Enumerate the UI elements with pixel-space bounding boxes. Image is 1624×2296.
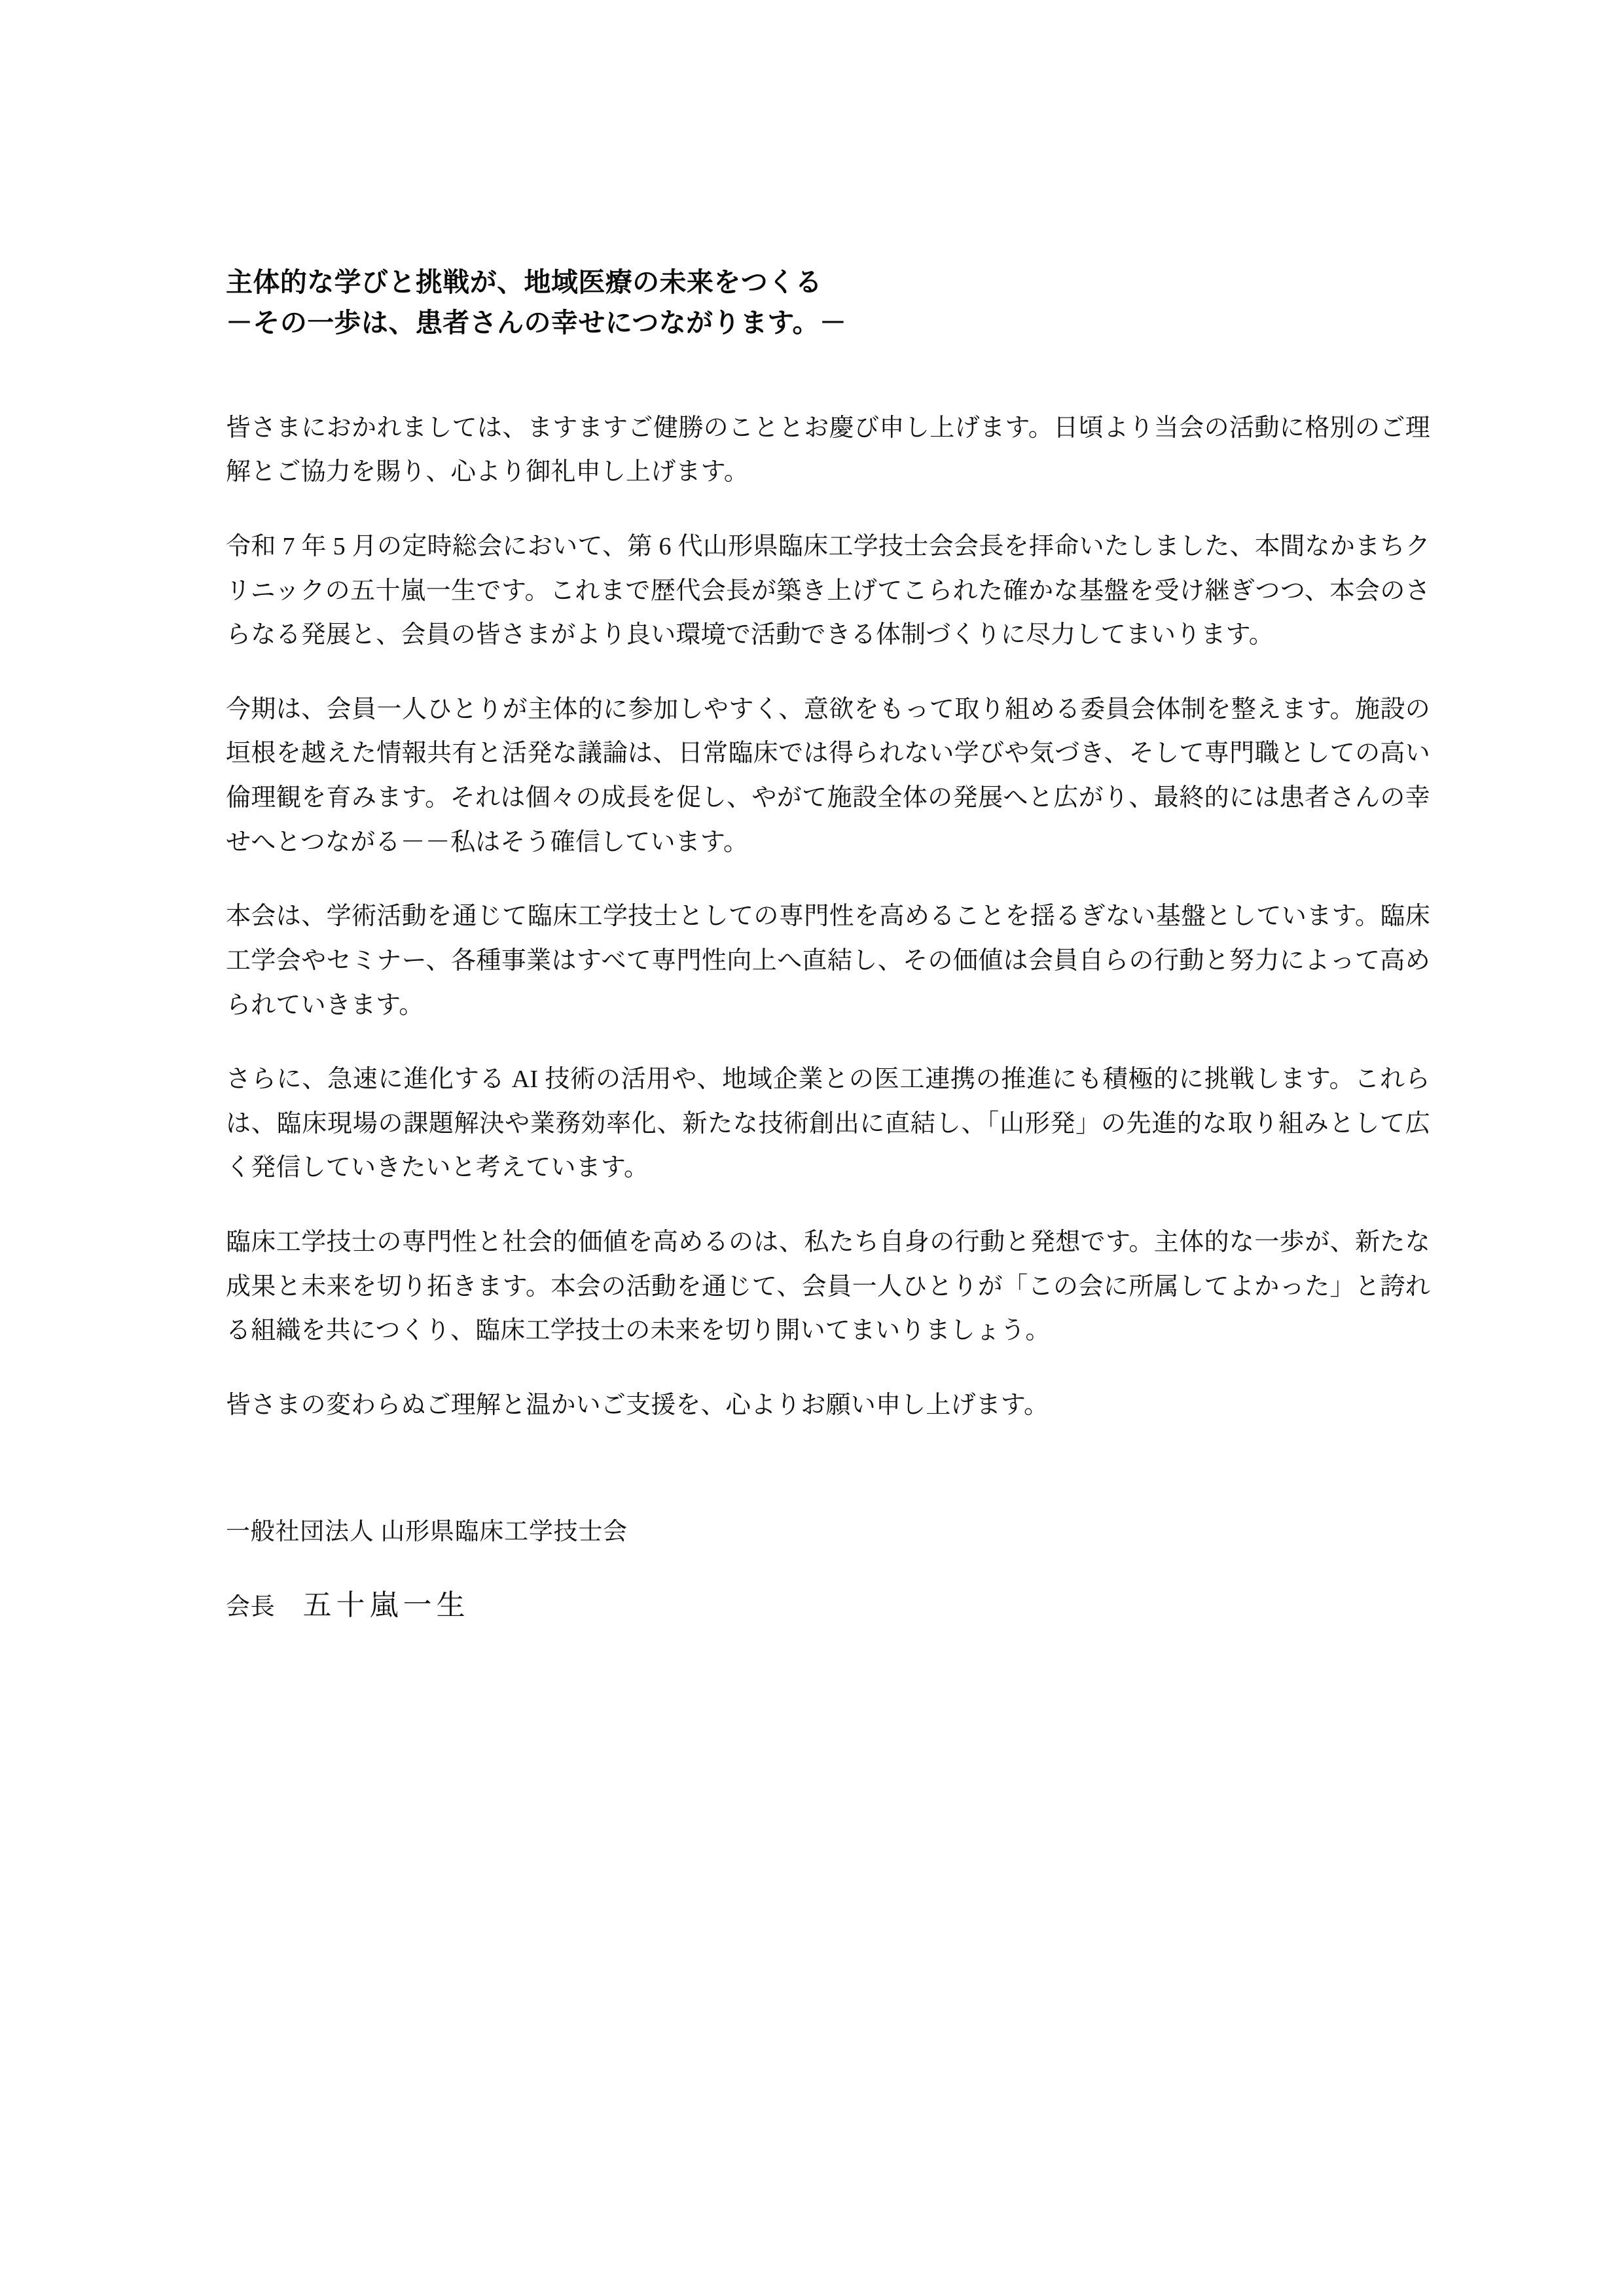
paragraph-1: 皆さまにおかれましては、ますますご健勝のこととお慶び申し上げます。日頃より当会の活動に格別のご理解とご協力を賜り、心より御礼申し上げます。 — [226, 414, 1430, 486]
signatory — [226, 1581, 1430, 1630]
paragraph-6: 臨床工学技士の専門性と社会的価値を高めるのは、私たち自身の行動と発想です。主体的な一歩が、新たな成果と未来を切り拓きます。本会の活動を通じて、会員一人ひとりが「この会に所属してよかった」と誇れる組織を共につくり、臨床工学技士の未来を切り開いてまいりましょう。 — [226, 1229, 1430, 1345]
organization-name: 一般社団法人 山形県臨床工学技士会 — [226, 1518, 628, 1545]
paragraph-5: さらに、急速に進化する AI 技術の活用や、地域企業との医工連携の推進にも積極的に挑戦します。これらは、臨床現場の課題解決や業務効率化、新たな技術創出に直結し、「山形発」の先進的な取り組みとして広く発信していきたいと考えています。 — [226, 1066, 1430, 1182]
paragraph-2: 令和 7 年 5 月の定時総会において、第 6 代山形県臨床工学技士会会長を拝命いたしました、本間なかまちクリニックの五十嵐一生です。これまで歴代会長が築き上げてこられた確かな基盤を受け継ぎつつ、本会のさらなる発展と、会員の皆さまがより良い環境で活動できる体制づくりに尽力してまいります。 — [226, 532, 1430, 649]
document-title — [226, 262, 1430, 344]
title-line-1: 主体的な学びと挑戦が、地域医療の未来をつくる — [226, 266, 823, 298]
paragraph-4: 本会は、学術活動を通じて臨床工学技士としての専門性を高めることを揺るぎない基盤としています。臨床工学会やセミナー、各種事業はすべて専門性向上へ直結し、その価値は会員自らの行動と努力によって高められていきます。 — [226, 903, 1430, 1019]
signatory-title: 会長 — [226, 1594, 276, 1621]
title-line-2: －その一歩は、患者さんの幸せにつながります。－ — [226, 307, 847, 339]
signature-block — [226, 1512, 1430, 1631]
signatory-name: 五十嵐一生 — [302, 1588, 470, 1623]
paragraph-7: 皆さまの変わらぬご理解と温かいご支援を、心よりお願い申し上げます。 — [226, 1391, 1049, 1419]
document-body — [226, 262, 1430, 1630]
paragraph-3: 今期は、会員一人ひとりが主体的に参加しやすく、意欲をもって取り組める委員会体制を整えます。施設の垣根を越えた情報共有と活発な議論は、日常臨床では得られない学びや気づき、そして専門職としての高い倫理観を育みます。それは個々の成長を促し、やがて施設全体の発展へと広がり、最終的には患者さんの幸せへとつながる－－私はそう確信しています。 — [226, 695, 1430, 856]
